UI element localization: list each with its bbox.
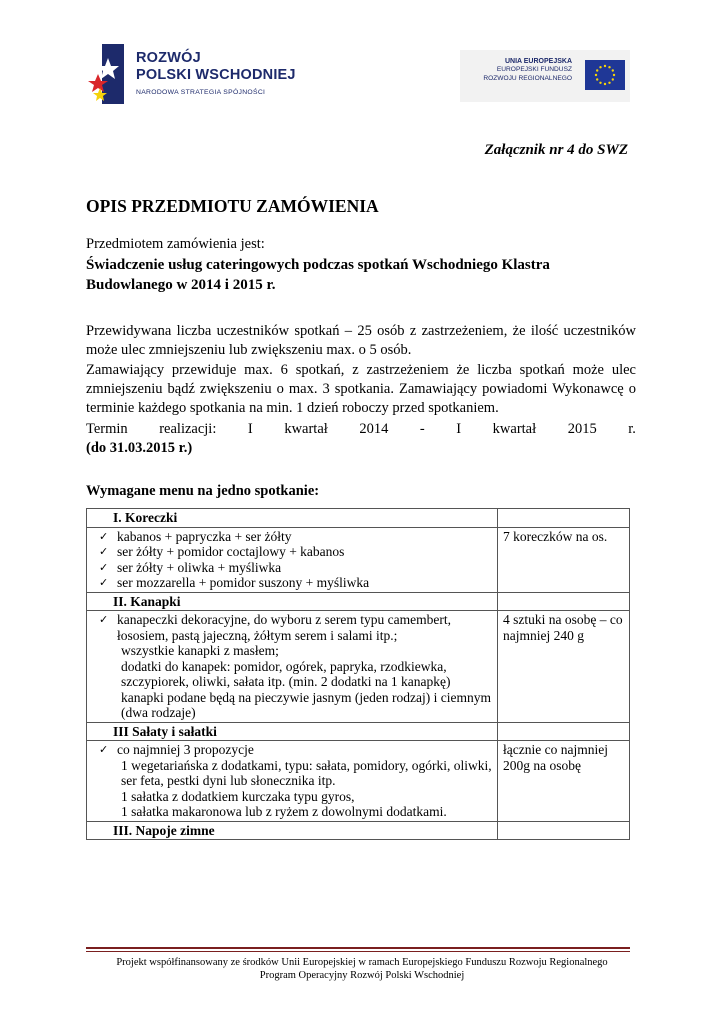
term-deadline: (do 31.03.2015 r.) <box>86 440 193 456</box>
logo-line-1: ROZWÓJ <box>136 50 201 66</box>
eu-logo-line-1: UNIA EUROPEJSKA <box>504 58 572 65</box>
logo-line-2: POLSKI WSCHODNIEJ <box>136 67 296 83</box>
term-word: kwartał <box>492 421 537 437</box>
checkmark-icon: ✓ <box>99 545 109 558</box>
item-extra: 1 sałatka z dodatkiem kurczaka typu gyros, <box>121 788 355 804</box>
checkmark-icon: ✓ <box>99 743 109 756</box>
term-word: realizacji: <box>159 421 217 437</box>
list-item: ✓ ser żółty + oliwka + myśliwka <box>99 559 282 575</box>
table-row <box>87 611 630 723</box>
item-extra: 1 sałatka makaronowa lub z ryżem z dowolnymi dodatkami. <box>121 804 447 819</box>
section-amount: 7 koreczków na os. <box>498 527 630 592</box>
checkmark-icon: ✓ <box>99 613 109 626</box>
term-word: 2015 <box>567 421 597 437</box>
section-amount-cell <box>498 722 630 741</box>
meetings-paragraph: Zamawiający przewiduje max. 6 spotkań, z zastrzeżeniem że liczba spotkań może ulec zmniejszeniu bądź zwiększeniu o max. 3 spotkania. Zamawiający powiadomi Wykonawcę o terminie każdego spotkania na min. 1 dzień roboczy przed spotkaniem. <box>86 362 636 416</box>
term-paragraph <box>86 420 636 458</box>
section-items-cell <box>87 741 498 822</box>
section-amount: łącznie co najmniej 200g na osobę <box>498 741 630 822</box>
table-row <box>87 741 630 822</box>
section-items-cell <box>87 611 498 723</box>
term-word: I <box>456 421 462 437</box>
menu-heading: Wymagane menu na jedno spotkanie: <box>86 483 320 499</box>
term-word: I <box>247 421 253 437</box>
menu-table <box>86 508 630 840</box>
item-extra: 1 wegetariańska z dodatkami, typu: sałata, pomidory, ogórki, oliwki, ser feta, pestki dyni lub słonecznika itp. <box>121 757 492 788</box>
section-amount: 4 sztuki na osobę – co najmniej 240 g <box>498 611 630 723</box>
section-items-cell <box>87 527 498 592</box>
list-item: ✓ ser żółty + pomidor coctajlowy + kabanos <box>99 544 345 559</box>
term-word: kwartał <box>284 421 328 437</box>
section-title: III Sałaty i sałatki <box>87 722 498 741</box>
document-title: OPIS PRZEDMIOTU ZAMÓWIENIA <box>86 196 379 216</box>
checkmark-icon: ✓ <box>99 529 109 543</box>
term-word: - <box>419 421 425 437</box>
term-word: 2014 <box>359 421 389 437</box>
list-item: ✓ kanapeczki dekoracyjne, do wyboru z serem typu camembert, łososiem, pastą jajeczną, żółtym serem i salami itp.; <box>99 612 451 643</box>
subject-text: Świadczenie usług cateringowych podczas spotkań Wschodniego Klastra Budowlanego w 2014 i 2015 r. <box>86 257 550 293</box>
footer <box>60 956 664 982</box>
term-word: r. <box>628 421 636 437</box>
table-row <box>87 722 630 741</box>
section-title: III. Napoje zimne <box>87 821 498 840</box>
rozwoj-polski-wschodniej-logo <box>88 44 298 104</box>
section-title: I. Koreczki <box>87 509 498 528</box>
footer-line-2: Program Operacyjny Rozwój Polski Wschodniej <box>259 970 465 981</box>
term-word: Termin <box>86 421 128 437</box>
logo-stars-mark <box>88 44 128 104</box>
eu-fund-logo <box>460 50 630 102</box>
list-item: ✓ kabanos + papryczka + ser żółty <box>99 528 292 544</box>
item-extra: dodatki do kanapek: pomidor, ogórek, papryka, rzodkiewka, szczypiorek, oliwki, sałata itp. (min. 2 dodatki na 1 kanapkę) <box>121 658 451 689</box>
footer-line-1: Projekt współfinansowany ze środków Unii Europejskiej w ramach Europejskiego Funduszu Rozwoju Regionalnego <box>116 957 608 968</box>
item-extra: wszystkie kanapki z masłem; <box>121 643 279 658</box>
section-amount-cell <box>498 592 630 611</box>
item-extra: kanapki podane będą na pieczywie jasnym (jeden rodzaj) i ciemnym (dwa rodzaje) <box>121 689 491 720</box>
checkmark-icon: ✓ <box>99 560 109 574</box>
footer-divider <box>86 951 630 952</box>
participants-paragraph: Przewidywana liczba uczestników spotkań – 25 osób z zastrzeżeniem, że ilość uczestników może ulec zmniejszeniu lub zwiększeniu max. o 5 osób. <box>86 323 636 358</box>
logo-line-3: NARODOWA STRATEGIA SPÓJNOŚCI <box>136 89 266 96</box>
footer-divider <box>86 947 630 949</box>
table-row <box>87 821 630 840</box>
term-line <box>86 420 636 439</box>
list-item: ✓ co najmniej 3 propozycje <box>99 742 254 757</box>
section-amount-cell <box>498 509 630 528</box>
checkmark-icon: ✓ <box>99 576 109 589</box>
eu-flag-icon <box>585 60 625 90</box>
eu-logo-line-2: EUROPEJSKI FUNDUSZ <box>496 66 572 73</box>
eu-logo-line-3: ROZWOJU REGIONALNEGO <box>483 75 572 82</box>
list-item: ✓ ser mozzarella + pomidor suszony + myśliwka <box>99 575 370 590</box>
table-row <box>87 509 630 528</box>
section-title: II. Kanapki <box>87 592 498 611</box>
section-amount <box>498 821 630 840</box>
table-row <box>87 527 630 592</box>
annex-label: Załącznik nr 4 do SWZ <box>484 142 628 158</box>
table-row <box>87 592 630 611</box>
subject-intro: Przedmiotem zamówienia jest: <box>86 236 265 252</box>
